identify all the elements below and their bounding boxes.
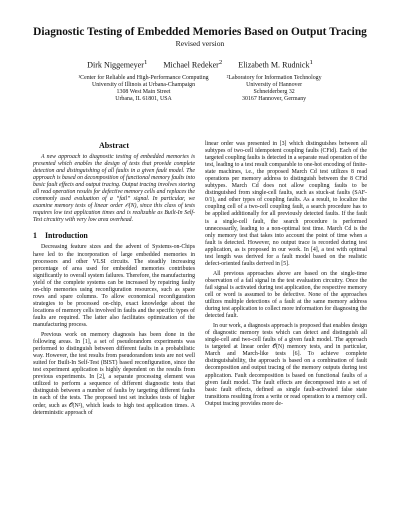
author-list	[33, 58, 367, 71]
body-paragraph-2: All previous approaches above are based on the single-time observation of a fail signal in the test evaluation circuitry. Once the fail signal is activated during test application, the respective memory cell or word is assumed to be defective. None of the approaches utilizes multiple detections of a fault at the same memory address during test application to collect more information for diagnosing the detected fault.	[205, 270, 367, 320]
body-paragraph-3: In our work, a diagnosis approach is proposed that enables design of diagnostic memory tests which can detect and distinguish all single-cell and two-cell faults of a given fault model. The approach is targeted at linear order 𝒪(N) memory tests, and in particular, March and March-like tests [6]. To achieve complete distinguishability, the approach is based on a combination of fault decomposition and output tracing of the memory outputs during test application. Fault decomposition is based on functional faults of a given fault model. The fault effects are decomposed into a set of basic fault effects, defined as single fault-activated false state transitions resulting from a write or read operation to a memory cell. Output tracing provides more de-	[205, 323, 367, 407]
section-heading-introduction: 1 Introduction	[33, 231, 88, 241]
body-columns	[33, 141, 367, 417]
author: Dirk Niggemeyer$^1$	[87, 59, 148, 70]
author: Michael Redeker$^2$	[163, 59, 223, 70]
paper-subtitle: Revised version	[175, 39, 225, 48]
body-paragraph-1: linear order was presented in [3] which distinguishes between all subtypes of two-cell idempotent coupling faults (CFid). Each of the targeted coupling faults is detected in a separate read operation of the test, leading to a test result comparable to one-hot encoding of finite-state machines, i.e., the proposed March Cd test utilizes 8 read operations per memory address to distinguish between the 8 CFid subtypes. March Cd does not allow coupling faults to be distinguished from single-cell faults, such as stuck-at faults (SAF-0/1), and other types of coupling faults. As a result, to localize the coupling cell of a two-cell coupling fault, a search procedure has to be applied additionally for all previously detected faults. If the fault is a single-cell fault, the search procedure is performed unnecessarily, leading to a non-optimal test time. March Cd is the only memory test that takes into account the point of time when a fault is detected. However, no output trace is recorded during test application, as is proposed in our work. In [4], a test with optimal test length was derived for a fault model based on the realistic defect-oriented faults derived in [5].	[205, 141, 367, 267]
right-column	[205, 141, 367, 417]
paper-title: Diagnostic Testing of Embedded Memories Based on Output Tracing	[33, 26, 367, 38]
left-column	[33, 141, 195, 417]
affiliation-hannover: ²Laboratory for Information Technology University of Hannover Schneiderberg 32 30167 Hannover, Germany	[226, 74, 322, 102]
intro-paragraph-2: Previous work on memory diagnosis has been done in the following areas. In [1], a set of pseudorandom experiments was performed to distinguish between different faults in a probabilistic way. However, the test results from pseudorandom tests are not well suited for Built-In Self-Test (BIST) based reconfiguration, since the test experiment application is highly dependent on the results from previous experiments. In [2], a separate processing element was utilized to perform a sequence of different diagnostic tests that distinguish between a number of faults by targeting different faults in each of the tests. The proposed test set includes tests of higher order, such as 𝒪(N²), which leads to high test application times. A deterministic approach of	[33, 332, 195, 416]
intro-paragraph-1: Decreasing feature sizes and the advent of Systems-on-Chips have led to the incorporation of large embedded memories in processors and other VLSI circuits. The steadily increasing percentage of area used for embedded memories contributes significantly to overall system failures. Therefore, the manufacturing yield of the complete systems can be increased by repairing faulty on-chip memories using reconfiguration resources, such as spare rows and spare columns. To allow economical reconfiguration strategies to be processed on-chip, exact knowledge about the locations of memory cells involved in faults and the specific types of faults are required. The latter also facilitates optimization of the manufacturing process.	[33, 244, 195, 328]
abstract-text: A new approach to diagnostic testing of embedded memories is presented which enables the design of tests that provide complete detection and distinguishing of all faults in a given fault model. The approach is based on decomposition of functional memory faults into basic fault effects and output tracing. Output tracing involves storing all read operation results for defective memory cells and replaces the commonly used evaluation of a “fail” signal. In particular, we examine memory tests of linear order 𝒪(N), since this class of tests requires low test application times and is realizable as Built-In Self-Test circuitry with very low area overhead.	[33, 154, 195, 224]
author: Elizabeth M. Rudnick$^1$	[238, 59, 313, 70]
affiliation-uiuc: ¹Center for Reliable and High-Performance Computing University of Illinois at Urbana-Champaign 1308 West Main Street Urbana, IL 61801, USA	[78, 74, 209, 102]
abstract-heading: Abstract	[98, 141, 130, 150]
affiliation-list	[33, 75, 367, 103]
